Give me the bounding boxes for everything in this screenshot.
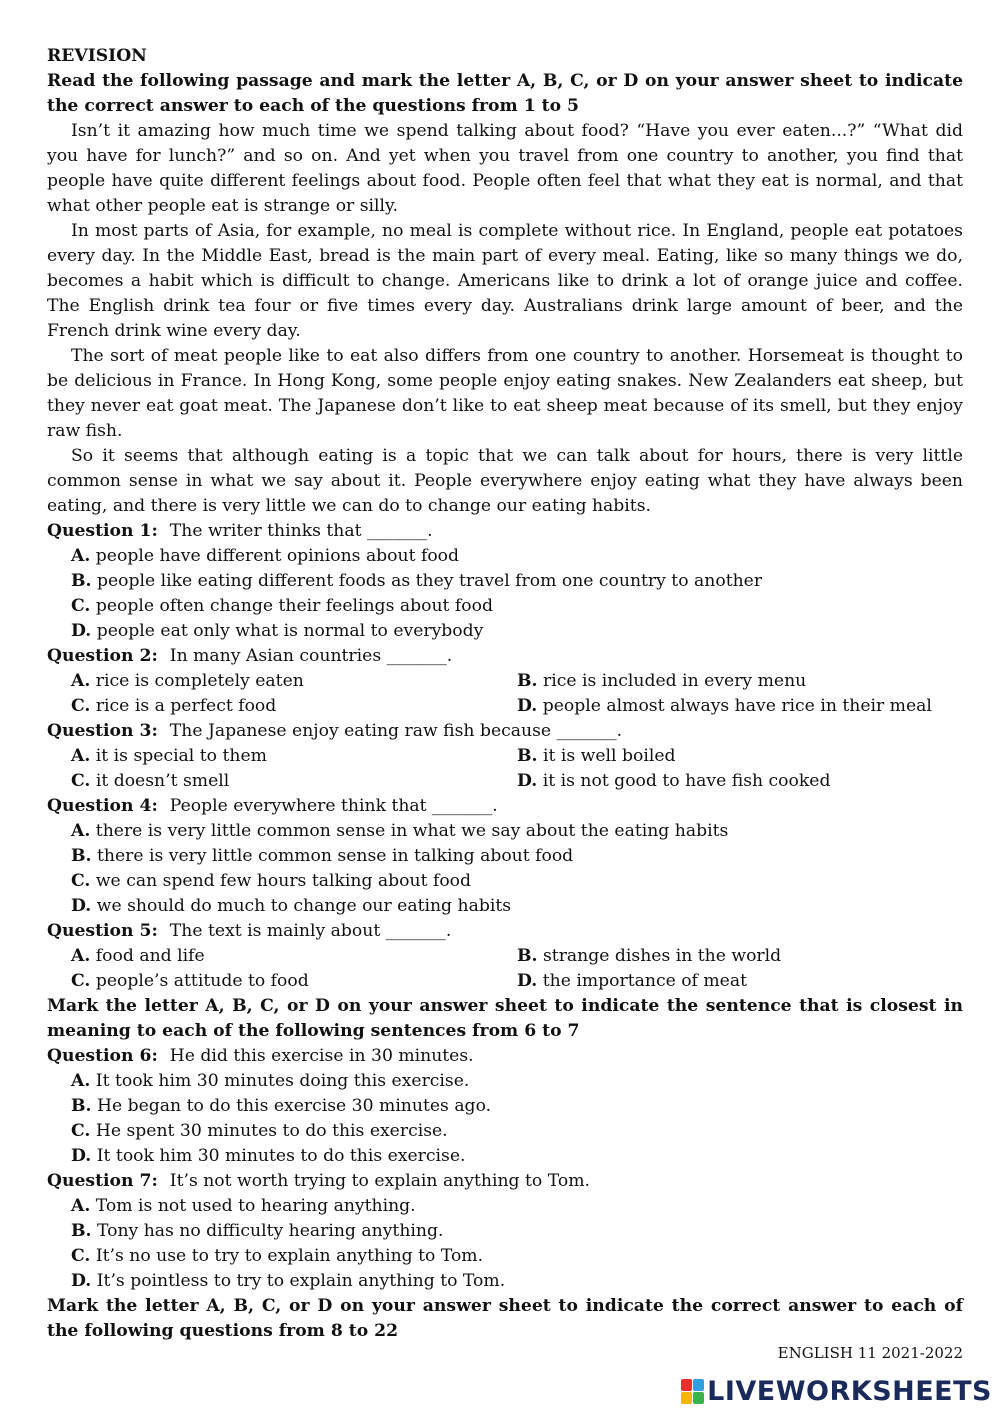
q6-option-b[interactable]: B. He began to do this exercise 30 minutes ago. [71, 1096, 492, 1116]
instruction-3: Mark the letter A, B, C, or D on your answer sheet to indicate the correct answer to each of the following questions from 8 to 22 [47, 1296, 963, 1341]
question-number: Question 5: [47, 921, 158, 941]
question-stem: The text is mainly about _______. [169, 921, 452, 941]
question-7 [47, 1169, 963, 1194]
question-stem: In many Asian countries _______. [169, 646, 453, 666]
question-number: Question 3: [47, 721, 158, 741]
q3-option-d[interactable]: D. it is not good to have fish cooked [517, 771, 831, 791]
question-number: Question 2: [47, 646, 158, 666]
q7-option-d[interactable]: D. It’s pointless to try to explain anything to Tom. [71, 1271, 506, 1291]
question-number: Question 4: [47, 796, 158, 816]
passage-paragraph-4: So it seems that although eating is a topic that we can talk about for hours, there is very little common sense in what we say about it. People everywhere enjoy eating what they have always been eating, and there is very little we can do to change our eating habits. [47, 446, 963, 516]
instruction-1: Read the following passage and mark the letter A, B, C, or D on your answer sheet to indicate the correct answer to each of the questions from 1 to 5 [47, 71, 963, 116]
q4-option-b[interactable]: B. there is very little common sense in talking about food [71, 846, 574, 866]
q3-option-b[interactable]: B. it is well boiled [517, 746, 676, 766]
page-footer: ENGLISH 11 2021-2022 [777, 1344, 963, 1362]
q6-option-c[interactable]: C. He spent 30 minutes to do this exercise. [71, 1121, 448, 1141]
question-stem: The writer thinks that _______. [169, 521, 433, 541]
question-stem: The Japanese enjoy eating raw fish because _______. [169, 721, 623, 741]
question-5 [47, 919, 963, 944]
q5-options [71, 944, 963, 994]
q4-option-a[interactable]: A. there is very little common sense in what we say about the eating habits [71, 821, 729, 841]
question-number: Question 1: [47, 521, 158, 541]
question-stem: He did this exercise in 30 minutes. [169, 1046, 474, 1066]
q7-option-a[interactable]: A. Tom is not used to hearing anything. [71, 1196, 416, 1216]
question-stem: It’s not worth trying to explain anything to Tom. [169, 1171, 590, 1191]
q2-option-d[interactable]: D. people almost always have rice in their meal [517, 696, 932, 716]
question-3 [47, 719, 963, 744]
q4-option-d[interactable]: D. we should do much to change our eating habits [71, 896, 512, 916]
q2-option-b[interactable]: B. rice is included in every menu [517, 671, 807, 691]
question-2 [47, 644, 963, 669]
brand-name: LIVEWORKSHEETS [707, 1375, 992, 1407]
question-4 [47, 794, 963, 819]
question-number: Question 6: [47, 1046, 158, 1066]
q2-options [71, 669, 963, 719]
q5-option-c[interactable]: C. people’s attitude to food [71, 971, 309, 991]
q1-option-b[interactable]: B. people like eating different foods as they travel from one country to another [71, 571, 763, 591]
q1-option-d[interactable]: D. people eat only what is normal to everybody [71, 621, 484, 641]
q2-option-a[interactable]: A. rice is completely eaten [71, 671, 304, 691]
passage-paragraph-1: Isn’t it amazing how much time we spend talking about food? “Have you ever eaten...?” “What did you have for lunch?” and so on. And yet when you travel from one country to another, you find that people have quite different feelings about food. People often feel that what they eat is normal, and that what other people eat is strange or silly. [47, 121, 963, 216]
passage-paragraph-3: The sort of meat people like to eat also differs from one country to another. Horsemeat is thought to be delicious in France. In Hong Kong, some people enjoy eating snakes. New Zealanders eat sheep, but they never eat goat meat. The Japanese don’t like to eat sheep meat because of its smell, but they enjoy raw fish. [47, 346, 963, 441]
q7-option-c[interactable]: C. It’s no use to try to explain anything to Tom. [71, 1246, 484, 1266]
q3-option-c[interactable]: C. it doesn’t smell [71, 771, 230, 791]
q4-option-c[interactable]: C. we can spend few hours talking about food [71, 871, 472, 891]
worksheet-page [47, 44, 963, 1344]
q3-option-a[interactable]: A. it is special to them [71, 746, 267, 766]
q5-option-a[interactable]: A. food and life [71, 946, 205, 966]
q7-option-b[interactable]: B. Tony has no difficulty hearing anything. [71, 1221, 444, 1241]
passage-paragraph-2: In most parts of Asia, for example, no meal is complete without rice. In England, people eat potatoes every day. In the Middle East, bread is the main part of every meal. Eating, like so many things we do, becomes a habit which is difficult to change. Americans like to drink a lot of orange juice and coffee. The English drink tea four or five times every day. Australians drink large amount of beer, and the French drink wine every day. [47, 221, 963, 341]
q1-option-c[interactable]: C. people often change their feelings about food [71, 596, 493, 616]
question-number: Question 7: [47, 1171, 158, 1191]
liveworksheets-logo-icon [681, 1379, 703, 1403]
question-1 [47, 519, 963, 544]
instruction-2: Mark the letter A, B, C, or D on your answer sheet to indicate the sentence that is closest in meaning to each of the following sentences from 6 to 7 [47, 996, 963, 1041]
q2-option-c[interactable]: C. rice is a perfect food [71, 696, 277, 716]
q6-option-a[interactable]: A. It took him 30 minutes doing this exercise. [71, 1071, 470, 1091]
page-heading: REVISION [47, 46, 147, 66]
question-6 [47, 1044, 963, 1069]
q1-option-a[interactable]: A. people have different opinions about food [71, 546, 460, 566]
q6-option-d[interactable]: D. It took him 30 minutes to do this exercise. [71, 1146, 466, 1166]
q5-option-b[interactable]: B. strange dishes in the world [517, 946, 782, 966]
q5-option-d[interactable]: D. the importance of meat [517, 971, 748, 991]
liveworksheets-brand[interactable] [681, 1374, 992, 1408]
question-stem: People everywhere think that _______. [169, 796, 498, 816]
q3-options [71, 744, 963, 794]
